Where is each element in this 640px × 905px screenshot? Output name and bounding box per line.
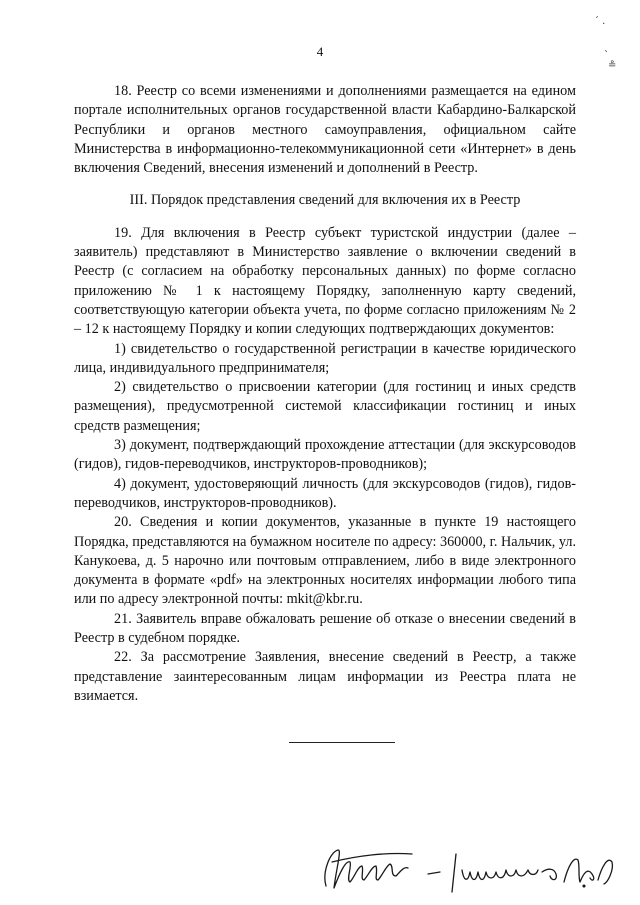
paragraph-18: 18. Реестр со всеми изменениями и дополнениями размещается на едином портале исполнительных органов государственной власти Кабардино-Балкарской Республики и органов местного самоуправления, официальном сайте Министерства в информационно-телекоммуникационной сети «Интернет» в день включения Сведений, внесения изменений и дополнений в Реестр. — [74, 83, 576, 177]
section-heading-3: III. Порядок представления сведений для включения их в Реестр — [129, 192, 521, 209]
page-number: 4 — [316, 44, 324, 59]
document-body — [74, 82, 576, 706]
paragraph-20: 20. Сведения и копии документов, указанные в пункте 19 настоящего Порядка, представляются на бумажном носителе по адресу: 360000, г. Нальчик, ул. Канукоева, д. 5 нарочно или почтовым отправлением, либо в виде электронного документа в формате «pdf» на электронных носителях информации любого типа или по адресу электронной почты: mkit@kbr.ru. — [74, 514, 576, 608]
paragraph-22: 22. За рассмотрение Заявления, внесение сведений в Реестр, а также представление заинтересованным лицам информации из Реестра плата не взимается. — [74, 649, 576, 704]
list-item-3: 3) документ, подтверждающий прохождение аттестации (для экскурсоводов (гидов), гидов-переводчиков, инструкторов-проводников); — [74, 437, 576, 473]
paragraph-19: 19. Для включения в Реестр субъект туристской индустрии (далее – заявитель) представляют в Министерство заявление о включении сведений в Реестр (с согласием на обработку персональных данных) по форме согласно приложению № 1 к настоящему Порядку, заполненную карту сведений, соответствующую категории объекта учета, по форме согласно приложениям № 2 – 12 к настоящему Порядку и копии следующих подтверждающих документов: — [74, 224, 576, 338]
scan-artifact: ´ . — [594, 16, 606, 27]
scan-artifact: ` — [604, 50, 609, 61]
handwritten-signature — [316, 842, 616, 898]
list-item-1: 1) свидетельство о государственной регистрации в качестве юридического лица, индивидуального предпринимателя; — [74, 340, 576, 376]
end-divider-line — [289, 742, 395, 743]
list-item-4: 4) документ, удостоверяющий личность (для экскурсоводов (гидов), гидов-переводчиков, инструкторов-проводников). — [74, 475, 576, 511]
scan-artifact: ≗ — [608, 60, 617, 71]
list-item-2: 2) свидетельство о присвоении категории (для гостиниц и иных средств размещения), предусмотренной системой классификации гостиниц и иных средств размещения; — [74, 379, 576, 434]
paragraph-21: 21. Заявитель вправе обжаловать решение об отказе о внесении сведений в Реестр в судебном порядке. — [74, 610, 576, 647]
